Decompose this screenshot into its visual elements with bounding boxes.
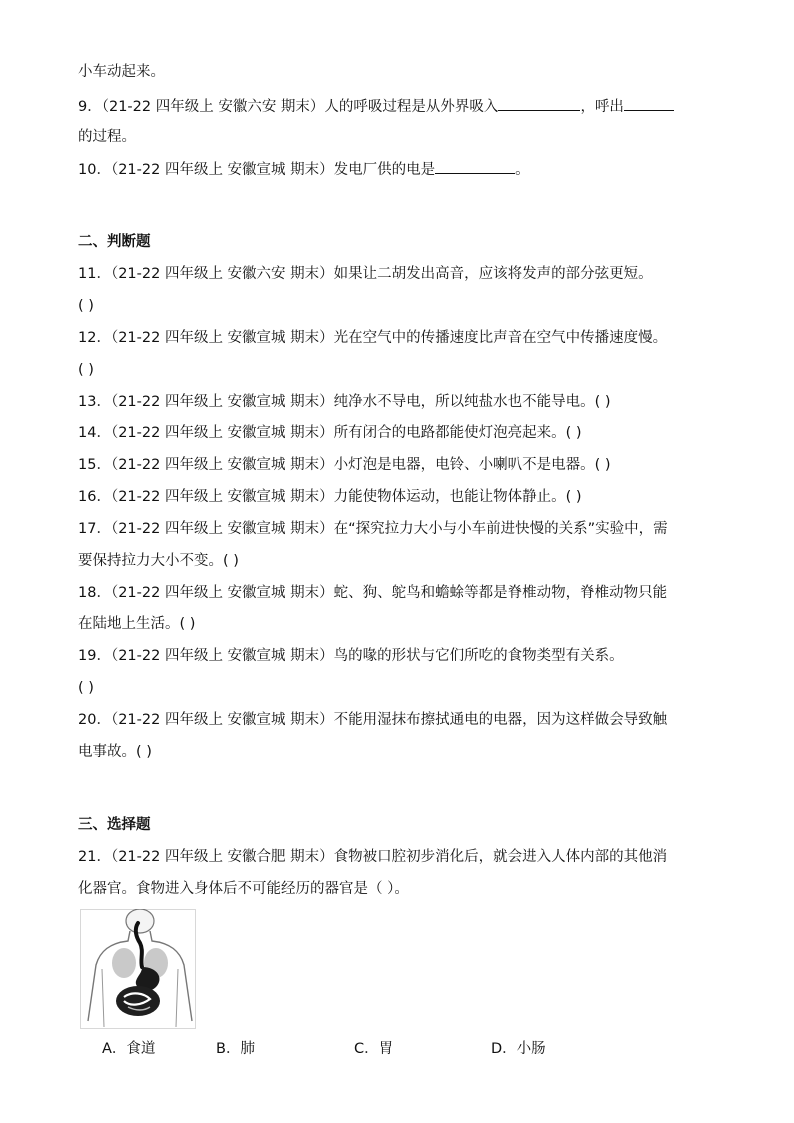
question-21: 21．（21-22 四年级上 安徽合肥 期末）食物被口腔初步消化后，就会进入人体内部的其他消 bbox=[78, 849, 668, 865]
question-12: 12．（21-22 四年级上 安徽宣城 期末）光在空气中的传播速度比声音在空气中传播速度慢。 bbox=[78, 330, 668, 346]
question-15: 15．（21-22 四年级上 安徽宣城 期末）小灯泡是电器，电铃、小喇叭不是电器。( ) bbox=[78, 457, 611, 473]
question-9-end: 的过程。 bbox=[78, 129, 136, 145]
answer-blank-9a[interactable] bbox=[498, 96, 580, 111]
option-d[interactable]: D．小肠 bbox=[491, 1041, 546, 1057]
question-21-end: 化器官。食物进入身体后不可能经历的器官是（ ）。 bbox=[78, 881, 409, 897]
answer-paren-19[interactable]: ( ) bbox=[78, 680, 94, 696]
question-10-end: 。 bbox=[515, 162, 530, 178]
question-9-mid: ，呼出 bbox=[580, 99, 624, 115]
question-11: 11．（21-22 四年级上 安徽六安 期末）如果让二胡发出高音，应该将发声的部分弦更短。 bbox=[78, 266, 653, 282]
answer-paren-11[interactable]: ( ) bbox=[78, 298, 94, 314]
question-13: 13．（21-22 四年级上 安徽宣城 期末）纯净水不导电，所以纯盐水也不能导电。( ) bbox=[78, 394, 611, 410]
digestive-system-illustration bbox=[80, 909, 196, 1029]
question-17: 17．（21-22 四年级上 安徽宣城 期末）在“探究拉力大小与小车前进快慢的关系”实验中，需 bbox=[78, 521, 668, 537]
option-a[interactable]: A．食道 bbox=[102, 1041, 156, 1057]
question-19: 19．（21-22 四年级上 安徽宣城 期末）鸟的喙的形状与它们所吃的食物类型有关系。 bbox=[78, 648, 624, 664]
question-9-text: 9．（21-22 四年级上 安徽六安 期末）人的呼吸过程是从外界吸入 bbox=[78, 99, 499, 115]
section-heading-judge: 二、判断题 bbox=[78, 234, 151, 250]
question-9 bbox=[78, 96, 674, 117]
answer-paren-12[interactable]: ( ) bbox=[78, 362, 94, 378]
question-10 bbox=[78, 159, 530, 180]
question-20-end: 电事故。( ) bbox=[78, 744, 152, 760]
question-20: 20．（21-22 四年级上 安徽宣城 期末）不能用湿抹布擦拭通电的电器，因为这样做会导致触 bbox=[78, 712, 668, 728]
answer-blank-10[interactable] bbox=[435, 159, 515, 174]
answer-blank-9b[interactable] bbox=[624, 96, 674, 111]
continuation-line: 小车动起来。 bbox=[78, 64, 165, 80]
question-17-end: 要保持拉力大小不变。( ) bbox=[78, 553, 239, 569]
question-18: 18．（21-22 四年级上 安徽宣城 期末）蛇、狗、鸵鸟和蟾蜍等都是脊椎动物，脊椎动物只能 bbox=[78, 585, 668, 601]
option-c[interactable]: C．胃 bbox=[354, 1041, 394, 1057]
question-16: 16．（21-22 四年级上 安徽宣城 期末）力能使物体运动，也能让物体静止。( ) bbox=[78, 489, 582, 505]
question-14: 14．（21-22 四年级上 安徽宣城 期末）所有闭合的电路都能使灯泡亮起来。( ) bbox=[78, 425, 582, 441]
section-heading-choice: 三、选择题 bbox=[78, 817, 151, 833]
question-10-text: 10．（21-22 四年级上 安徽宣城 期末）发电厂供的电是 bbox=[78, 162, 436, 178]
question-18-end: 在陆地上生活。( ) bbox=[78, 616, 196, 632]
option-b[interactable]: B．肺 bbox=[216, 1041, 255, 1057]
